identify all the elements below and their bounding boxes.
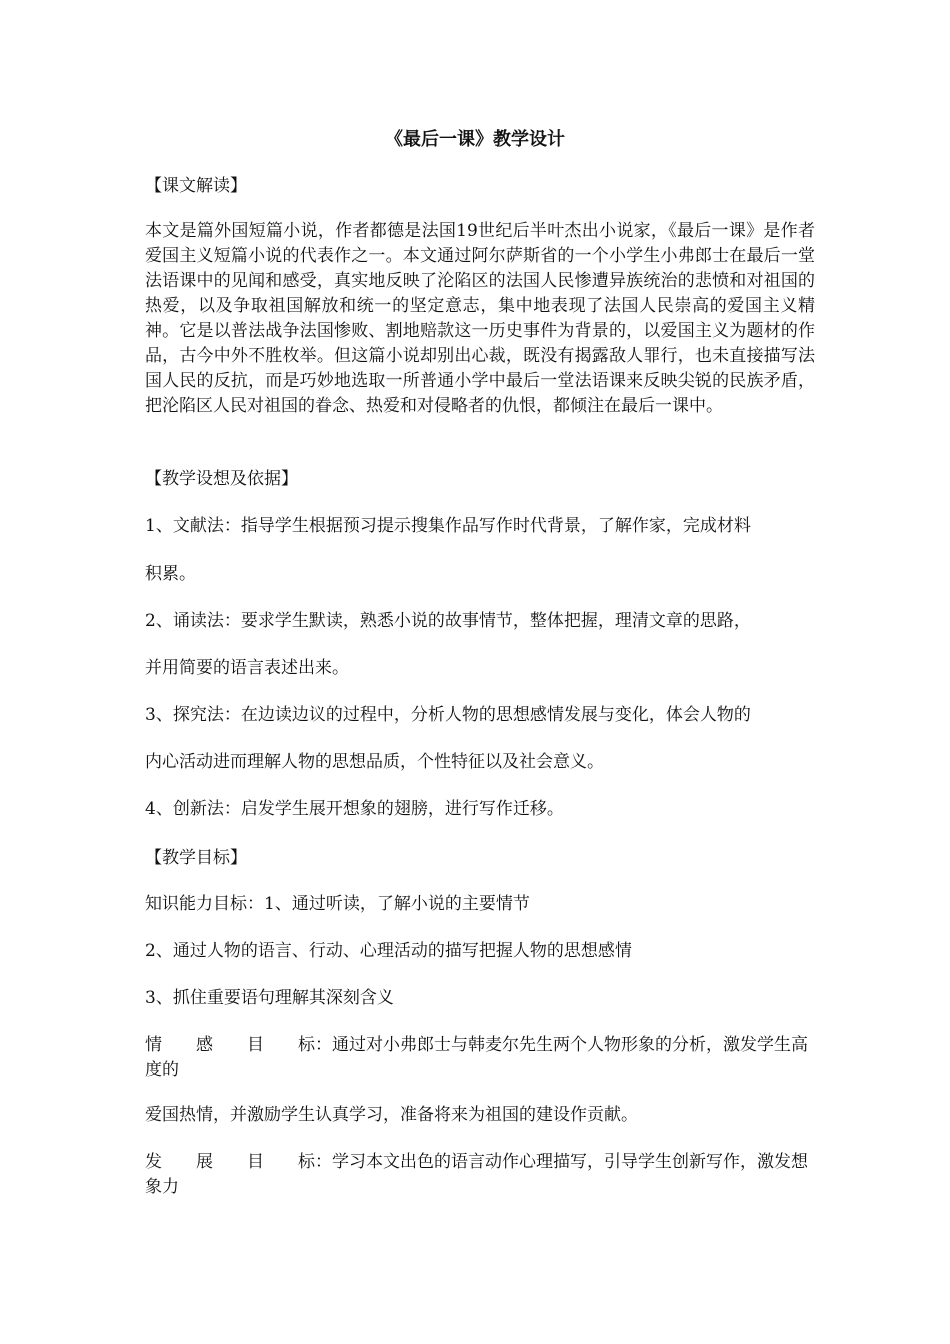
development-goal-text: ：学习本文出色的语言动作心理描写，引导学生创新写作，激发想象力 xyxy=(145,1152,808,1197)
method-3-line-2: 内心活动进而理解人物的思想品质，个性特征以及社会意义。 xyxy=(145,752,604,772)
method-3-line-1: 3、探究法：在边读边议的过程中，分析人物的思想感情发展与变化，体会人物的 xyxy=(145,705,751,725)
text-analysis-paragraph: 本文是篇外国短篇小说，作者都德是法国19世纪后半叶杰出小说家，《最后一课》是作者爱国主义短篇小说的代表作之一。本文通过阿尔萨斯省的一个小学生小弗郎士在最后一堂法语课中的见闻和感受，真实地反映了沦陷区的法国人民惨遭异族统治的悲愤和对祖国的热爱，以及争取祖国解放和统一的坚定意志，集中地表现了法国人民崇高的爱国主义精神。它是以普法战争法国惨败、割地赔款这一历史事件为背景的，以爱国主义为题材的作品，古今中外不胜枚举。但这篇小说却别出心裁，既没有揭露敌人罪行，也未直接描写法国人民的反抗，而是巧妙地选取一所普通小学中最后一堂法语课来反映尖锐的民族矛盾，把沦陷区人民对祖国的眷念、热爱和对侵略者的仇恨，都倾注在最后一课中。 xyxy=(145,221,815,416)
method-2-line-2: 并用简要的语言表述出来。 xyxy=(145,658,349,678)
section-heading-text-analysis: 【课文解读】 xyxy=(145,176,247,196)
document-title: 《最后一课》教学设计 xyxy=(385,129,565,150)
knowledge-goal-1: 知识能力目标：1、通过听读，了解小说的主要情节 xyxy=(145,894,530,914)
method-1-line-1: 1、文献法：指导学生根据预习提示搜集作品写作时代背景，了解作家，完成材料 xyxy=(145,516,751,536)
method-4-line: 4、创新法：启发学生展开想象的翅膀，进行写作迁移。 xyxy=(145,799,564,819)
section-heading-teaching-ideas: 【教学设想及依据】 xyxy=(145,469,298,489)
development-goal-label: 发展目标 xyxy=(145,1152,315,1172)
knowledge-goal-3: 3、抓住重要语句理解其深刻含义 xyxy=(145,988,394,1008)
knowledge-goal-2: 2、通过人物的语言、行动、心理活动的描写把握人物的思想感情 xyxy=(145,941,632,961)
method-2-line-1: 2、诵读法：要求学生默读，熟悉小说的故事情节，整体把握，理清文章的思路， xyxy=(145,611,751,631)
emotion-goal-text: ：通过对小弗郎士与韩麦尔先生两个人物形象的分析，激发学生高度的 xyxy=(145,1035,808,1080)
section-heading-teaching-goals: 【教学目标】 xyxy=(145,848,247,868)
method-1-line-2: 积累。 xyxy=(145,564,196,584)
emotion-goal-line-2: 爱国热情，并激励学生认真学习，准备将来为祖国的建设作贡献。 xyxy=(145,1105,638,1125)
emotion-goal-label: 情感目标 xyxy=(145,1035,315,1055)
emotion-goal-line-1 xyxy=(145,1033,815,1083)
development-goal-line xyxy=(145,1150,815,1200)
